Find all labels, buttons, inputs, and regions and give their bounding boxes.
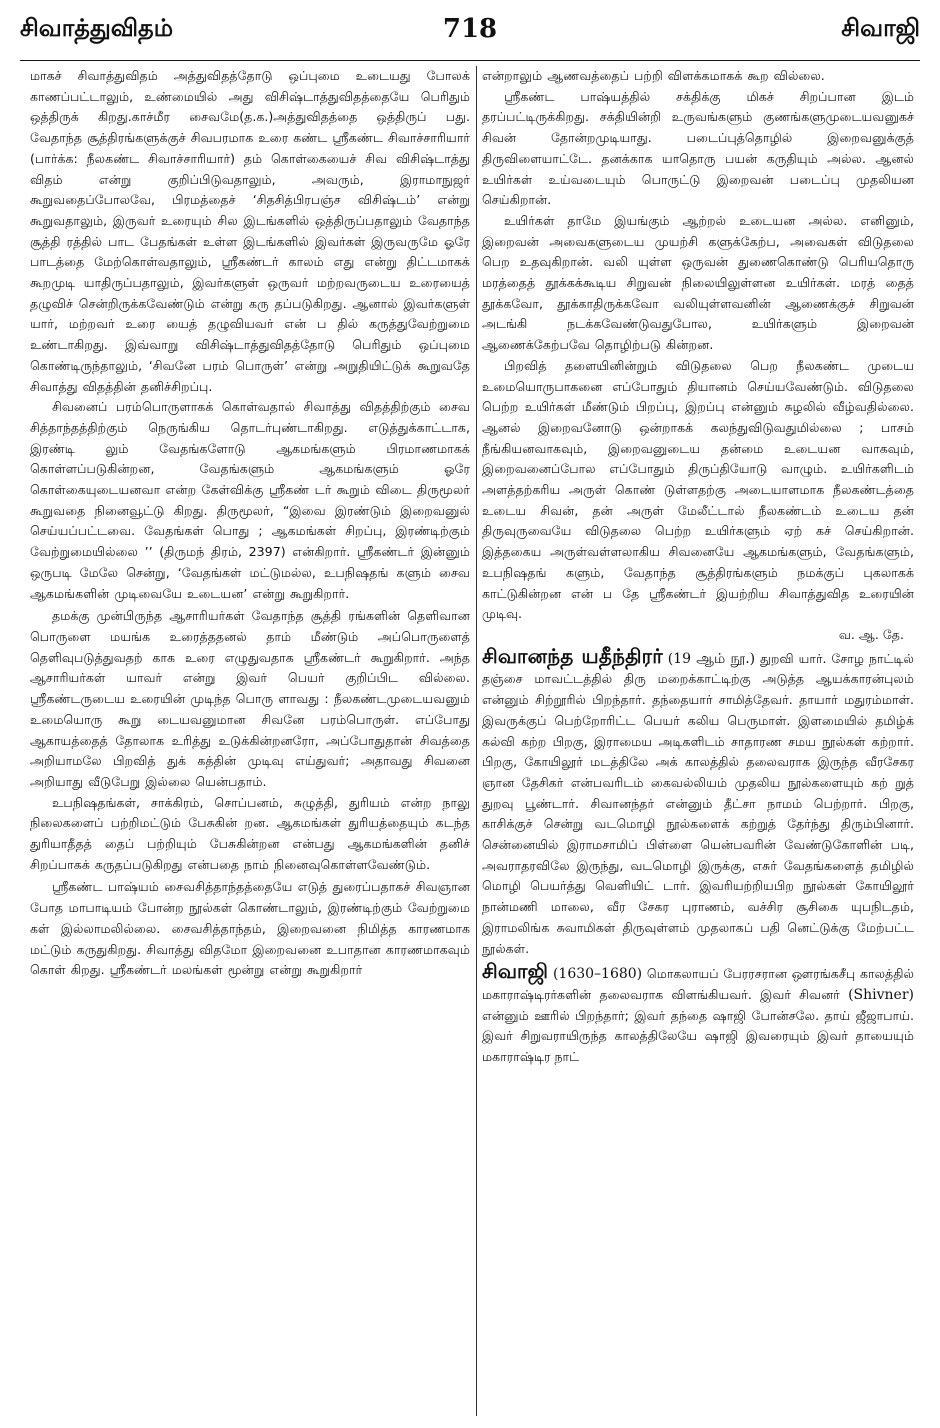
latin-place-name: (Shivner): [848, 986, 914, 1003]
entry-period: (19 ஆம் நூ.): [667, 650, 756, 667]
header-left-title: சிவாத்துவிதம்: [20, 14, 173, 42]
entry-headword: சிவாஜி: [482, 959, 549, 984]
page-number: 718: [442, 14, 498, 44]
header-rule: [20, 60, 920, 61]
left-column: [30, 66, 470, 1416]
header-right-title: சிவாஜி: [841, 14, 920, 42]
paragraph: ஸ்ரீகண்ட பாஷ்யம் சைவசித்தாந்தத்தையே எடுத் துரைப்பதாகச் சிவஞான போத மாபாடியம் போன்ற நூல்கள் கொண்டாலும், இரண்டிற்கும் வேற்றுமை கள் இல்லாமலில்லை. சைவசித்தாந்தம், இறைவனை நிமித்த காரணமாக மட்டும் கருதுகிறது. சிவாத்து விதமோ இறைவனை உபாதான காரணமாகவும் கொள் கிறது. ஸ்ரீகண்டர் மலங்கள் மூன்று என்று கூறுகிறார்: [30, 879, 470, 978]
running-header: [20, 14, 920, 58]
entry-body: மொகலாயப் பேரரசரான ஔரங்கசீபு காலத்தில் மகாராஷ்டிரர்களின் தலைவராக விளங்கியவர். இவர் சிவனர்: [482, 966, 914, 1002]
paragraph: சிவனைப் பரம்பொருளாகக் கொள்வதால் சிவாத்து விதத்திற்கும் சைவ சித்தாந்தத்திற்கும் நெருங்கிய தொடர்புண்டாகிறது. எடுத்துக்காட்டாக, இரண்டி லும் வேதங்களோடு ஆகமங்களும் பிரமாணமாகக் கொள்ளப்படுகின்றன, வேதங்களும் ஆகமங்களும் ஓரே கொள்கையுடையனவா என்ற கேள்விக்கு ஸ்ரீகண் டர் கூறும் விடை திருமூலர் கூறுவதை நினைவூட்டு கிறது. திருமூலர், “இவை இரண்டும் இறைவனுல் செய்யப்பட்டவை. வேதங்கள் பொது ; ஆகமங்கள் சிறப்பு, இரண்டிற்கும் வேற்றுமையில்லை ’’ (திருமந் திரம், 2397) என்கிறார். ஸ்ரீகண்டர் இன்னும் ஒருபடி மேலே சென்று, ‘வேதங்கள் மட்டுமல்ல, உபநிஷதங் களும் சைவ ஆகமங்களின் முடிவையே உடையன’ என்று கூறுகிறார்.: [30, 399, 470, 601]
paragraph: தமக்கு முன்பிருந்த ஆசாரியர்கள் வேதாந்த சூத்தி ரங்களின் தெளிவான பொருளை மயங்க உரைத்ததனல் தாம் மீண்டும் அப்பொருளைத் தெளிவுபடுத்துவதற் காக உரை எழுதுவதாக ஸ்ரீகண்டர் கூறுகிறார். அந்த ஆசாரியர்கள் யாவர் என்று இவர் பெயர் குறிப்பிட வில்லை. ஸ்ரீகண்டருடைய உரையின் முடிந்த பொரு ளாவது : நீலகண்டமுடையவனும் உமையொரு கூறு டையவனுமான சிவனே பரம்பொருள். எப்போது ஆகாயத்தைத் தோலாக உரித்து உடுக்கின்றனரோ, அப்போதுதான் சிவத்தை அறியாமலே பிறவித் துக் கத்தின் முடிவு எய்துவர்; அதாவது சிவனை அறியாது வீடுபேறு இல்லை யென்பதாம்.: [30, 608, 470, 789]
author-signature: வ. ஆ. தே.: [838, 626, 904, 642]
entry-shivaji: [482, 961, 914, 1068]
entry-period: (1630–1680): [552, 966, 643, 983]
entry-headword: சிவானந்த யதீந்திரர்: [482, 643, 663, 668]
paragraph: உயிர்கள் தாமே இயங்கும் ஆற்றல் உடையன அல்ல. எனினும், இறைவன் அவைகளுடைய முயற்சி களுக்கேற்ப, அவைகள் விடுதலை பெற உதவுகிறான். வலி யுள்ள ஒருவன் துணைகொண்டு பெரியதொரு மரத்தைத் தூக்கக்கூடிய சிறுவன் நிலையிலுள்ளன உயிர்கள். மரத் தைத் தூக்கவோ, தூக்காதிருக்கவோ வலியுள்ளவனின் ஆணைக்குச் சிறுவன் அடங்கி நடக்கவேண்டுவதுபோல, உயிர்களும் இறைவன் ஆணைக்கேற்பவே தொழிற்படு கின்றன.: [482, 212, 914, 353]
paragraph: மாகச் சிவாத்துவிதம் அத்துவிதத்தோடு ஒப்புமை உடையது போலக் காணப்பட்டாலும், உண்மையில் அது விசிஷ்டாத்துவிதத்தையே பெரிதும் ஒத்திருக் கிறது.காச்மீர சைவமே(த.க.)அத்துவிதத்தை ஒத்திருப் பது. வேதாந்த சூத்திரங்களுக்குச் சிவபரமாக உரை கண்ட ஸ்ரீகண்ட சிவாச்சாரியார் (பார்க்க: நீலகண்ட சிவாச்சாரியார்) தம் கொள்கையைச் சிவ விசிஷ்டாத்து விதம் என்று குறிப்பிடுவதாலும், அவரும், இராமாநுஜர் கூறுவதைப்போலவே, பிரமத்தைச் ‘சிதசித்பிரபஞ்ச விசிஷ்டம்’ என்று கூறுவதாலும், இருவர் உரையும் சில இடங்களில் ஒத்திருப்பதாலும் வேதாந்த சூத்தி ரத்தில் பாட பேதங்கள் உள்ள இடங்களில் இவர்கள் இருவருமே ஓரே பாடத்தை மேற்கொள்வதாலும், ஸ்ரீகண்டர் காலம் எது என்று திட்டமாகக் கூறமுடி யாதிருப்பதாலும், இவர்களுள் ஒருவர் மற்றவருடைய உரையைத் தழுவிச் சென்றிருக்கவேண்டும் என்று கரு தப்படுகிறது. ஆனால் இவர்களுள் யார், மற்றவர் உரை யைத் தழுவியவர் என் ப தில் கருத்துவேற்றுமை உண்டாகிறது. இவ்வாறு விசிஷ்டாத்துவிதத்தோடு பெரிதும் ஒப்புமை கொண்டிருந்தாலும், ‘சிவனே பரம் பொருள்’ என்று அறுதியிட்டுக் கூறுவதே சிவாத்து விதத்தின் தனிச்சிறப்பு.: [30, 68, 470, 394]
paragraph: பிறவித் தளையினின்றும் விடுதலை பெற நீலகண்ட முடைய உமையொருபாகனை எப்போதும் தியானம் செய்யவேண்டும். விடுதலை பெற்ற உயிர்கள் மீண்டும் பிறப்பு, இறப்பு என்னும் சுழலில் வீழ்வதில்லை. ஆனல் இறைவனோடு ஒன்றாகக் கலந்துவிடுவதுமில்லை ; பாசம் நீங்கியனவாகவும், இறைவனுடைய தன்மை உடையன வாகவும், இறைவனைப்போல எப்போதும் திருப்தியோடு வாழும். உயிர்களிடம் அளத்தற்கரிய அருள் கொண் டுள்ளதற்கு அடையாளமாக நீலகண்டத்தை உடைய சிவன், தன் அருள் மேலீட்டால் நீலகண்டம் உடைய தன் திருவுருவையே விடுதலை பெற்ற உயிர்களும் ஏற் கச் செய்கிறான். இத்தகைய அருள்வள்ளலாகிய சிவனையே ஆகமங்களும், வேதங்களும், உபநிஷதங் களும், வேதாந்த சூத்திரங்களும் நமக்குப் புகலாகக் காட்டுகின்றன என் ப தே ஸ்ரீகண்டர் இயற்றிய சிவாத்துவித உரையின் முடிவு.: [482, 357, 914, 622]
column-divider: [476, 66, 477, 1416]
paragraph: உபநிஷதங்கள், சாக்கிரம், சொப்பனம், சுழுத்தி, துரியம் என்ற நாலு நிலைகளைப் பற்றிமட்டும் பேசுகின் றன. ஆகமங்கள் துரியத்தையும் கடந்த துரியாதீதத் தைப் பற்றியும் பேசுகின்றன என்பது ஆகமங்களின் தனிச் சிறப்பாகக் கருதப்படுகிறது என்பதை நாம் நினைவுகொள்ளவேண்டும்.: [30, 794, 470, 872]
paragraph: ஸ்ரீகண்ட பாஷ்யத்தில் சக்திக்கு மிகச் சிறப்பான இடம் தரப்பட்டிருக்கிறது. சக்தியின்றி உருவங்களும் குணங்களுமுடையவனுகச் சிவன் தோன்றமுடியாது. படைப்புத்தொழில் இறைவனுக்குத் திருவிளையாட்டே. தனக்காக யாதொரு பயன் கருதியும் அல்ல. ஆனல் உயிர்கள் உய்வடையும் பொருட்டு இறைவன் படைப்பு முதலியன செய்கிறான்.: [482, 88, 914, 208]
entry-sivananda-yathindrar: [482, 643, 914, 960]
entry-body: துறவி யார். சோழ நாட்டில் தஞ்சை மாவட்டத்தில் திரு மறைக்காட்டிற்கு அடுத்த ஆயக்காரன்புலம் என்னும் சிற்றூரில் பிறந்தார். தந்தையார் சாமித்தேவர். தாயார் மதுரம்மாள். இவருக்குப் பெற்றோரிட்ட பெயர் கலிய பெருமாள். இளமையில் தமிழ்க் கல்வி கற்ற பிறகு, இராமைய அடிகளிடம் சாதாரண சமய நூல்கள் கற்றார். பிறகு, கோயிலூர் மடத்திலே அக் காலத்தில் தலைவராக இருந்த வீரசேகர ஞான தேசிகர் என்பவரிடம் கைவல்லியம் முதலிய நூல்களையும் கற் றுத் துறவு பூண்டார். சிவானந்தர் என்னும் தீட்சா நாமம் பெற்றார். பிறகு, காசிக்குச் சென்று வடமொழி நூல்களைக் கற்றுத் தேர்ந்து திரும்பினார். சென்னையில் இராமசாமிப் பிள்ளை யென்பவரின் வேண்டுகோளின் படி, அவராதரவிலே இருந்து, வடமொழி இருக்கு, எசுர் வேதங்களைத் தமிழில் மொழி பெயர்த்து வெளியிட் டார். இவரியற்றியபிற நூல்கள் கோயிலூர் நான்மணி மாலை, வீர சேகர புராணம், வச்சிர சூசிகை யுபநிடதம், இராமலிங்க சுவாமிகள் திருவுள்ளம் முதலாகப் பதி னெட்டுக்கு மேற்பட்ட நூல்கள்.: [482, 650, 914, 956]
entry-body-continued: என்னும் ஊரில் பிறந்தார்; இவர் தந்தை ஷாஜி போன்சலே. தாய் ஜீஜாபாய். இவர் சிறுவராயிருந்த காலத்திலேயே ஷாஜி இவரையும் இவர் தாயையும் மகாராஷ்டிர நாட்: [482, 1007, 914, 1065]
paragraph: என்றாலும் ஆணவத்தைப் பற்றி விளக்கமாகக் கூற வில்லை.: [482, 68, 825, 83]
right-column: [482, 66, 914, 1416]
